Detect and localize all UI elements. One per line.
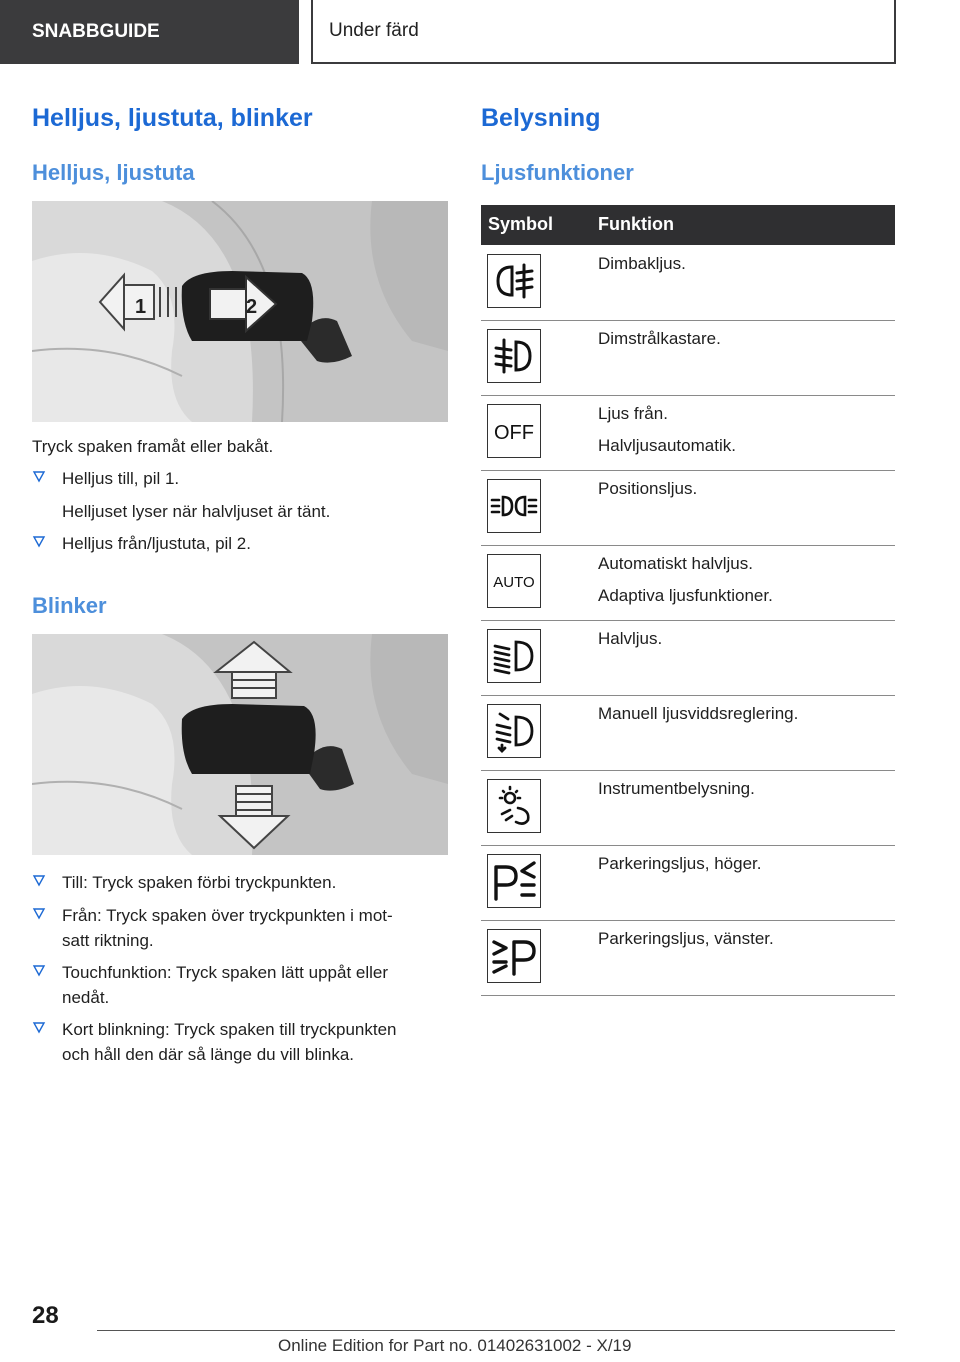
triangle-bullet-icon [32, 963, 46, 977]
table-row [481, 921, 895, 996]
parking-light-right-icon [487, 854, 541, 908]
page-number: 28 [32, 1302, 59, 1329]
row-desc: Automatiskt halvljus. [598, 554, 753, 573]
list-item-text-cont: nedåt. [62, 988, 110, 1007]
footer-edition: Online Edition for Part no. 01402631002 - X/19 [278, 1336, 632, 1355]
subsection-title-turn-signal: Blinker [32, 593, 107, 618]
turn-signal-drawing [32, 634, 448, 855]
list-item [32, 903, 442, 953]
row-desc: Dimbakljus. [598, 254, 686, 273]
table-row [481, 696, 895, 771]
off-icon-label: OFF [494, 422, 534, 444]
list-item-text-cont: och håll den där så länge du vill blinka. [62, 1045, 355, 1064]
instrument-lighting-icon [487, 779, 541, 833]
header-chapter-tab [311, 0, 896, 64]
section-title-lighting: Belysning [481, 104, 601, 132]
auto-icon [487, 554, 541, 608]
table-row [481, 246, 895, 321]
table-row [481, 846, 895, 921]
list-item [32, 870, 442, 895]
table-row [481, 321, 895, 396]
table-header [481, 205, 895, 245]
header-chapter-label: Under färd [329, 20, 419, 41]
headlight-range-icon [487, 704, 541, 758]
list-item [32, 466, 442, 491]
list-item-text: Helljus till, pil 1. [62, 469, 180, 488]
high-beam-intro: Tryck spaken framåt eller bakåt. [32, 437, 274, 456]
arrow-2-label: 2 [246, 296, 258, 318]
position-light-icon [487, 479, 541, 533]
column-header-symbol: Symbol [488, 214, 554, 234]
illustration-turn-signal-lever [32, 634, 448, 855]
auto-icon-label: AUTO [493, 574, 535, 591]
list-item [32, 960, 442, 1010]
front-fog-light-icon [487, 329, 541, 383]
arrow-1-label: 1 [135, 296, 147, 318]
row-desc: Dimstrålkastare. [598, 329, 721, 348]
row-desc: Parkeringsljus, vänster. [598, 929, 774, 948]
triangle-bullet-icon [32, 906, 46, 920]
row-desc: Instrumentbelysning. [598, 779, 755, 798]
list-item-subtext: Helljuset lyser när halvljuset är tänt. [62, 502, 331, 521]
list-item-text-cont: satt riktning. [62, 931, 154, 950]
list-item [32, 531, 442, 556]
parking-light-left-icon [487, 929, 541, 983]
triangle-bullet-icon [32, 873, 46, 887]
row-desc-2: Adaptiva ljusfunktioner. [598, 586, 773, 605]
off-icon [487, 404, 541, 458]
table-row [481, 546, 895, 621]
row-desc: Parkeringsljus, höger. [598, 854, 762, 873]
list-item-text: Touchfunktion: Tryck spaken lätt uppåt eller [62, 963, 389, 982]
header-section-tab [0, 0, 299, 64]
table-row [481, 771, 895, 846]
list-item [32, 1017, 442, 1067]
section-title-high-beam: Helljus, ljustuta, blinker [32, 104, 313, 132]
rear-fog-light-icon [487, 254, 541, 308]
lever-drawing [32, 201, 448, 422]
list-item-text: Till: Tryck spaken förbi tryckpunkten. [62, 873, 337, 892]
row-desc: Halvljus. [598, 629, 663, 648]
illustration-high-beam-lever [32, 201, 448, 422]
row-desc: Positionsljus. [598, 479, 698, 498]
low-beam-icon [487, 629, 541, 683]
subsection-title-light-functions: Ljusfunktioner [481, 160, 634, 185]
table-row [481, 396, 895, 471]
row-desc-2: Halvljusautomatik. [598, 436, 736, 455]
list-item-text: Helljus från/ljustuta, pil 2. [62, 534, 251, 553]
list-item-text: Kort blinkning: Tryck spaken till tryckpunkten [62, 1020, 397, 1039]
row-desc: Ljus från. [598, 404, 668, 423]
header-section-label: SNABBGUIDE [32, 21, 160, 42]
footer-divider [97, 1330, 895, 1331]
column-header-function: Funktion [598, 214, 674, 234]
triangle-bullet-icon [32, 1020, 46, 1034]
table-row [481, 621, 895, 696]
table-row [481, 471, 895, 546]
triangle-bullet-icon [32, 534, 46, 548]
row-desc: Manuell ljusviddsreglering. [598, 704, 799, 723]
subsection-title-high-beam: Helljus, ljustuta [32, 160, 195, 185]
list-item-text: Från: Tryck spaken över tryckpunkten i mot- [62, 906, 393, 925]
triangle-bullet-icon [32, 469, 46, 483]
